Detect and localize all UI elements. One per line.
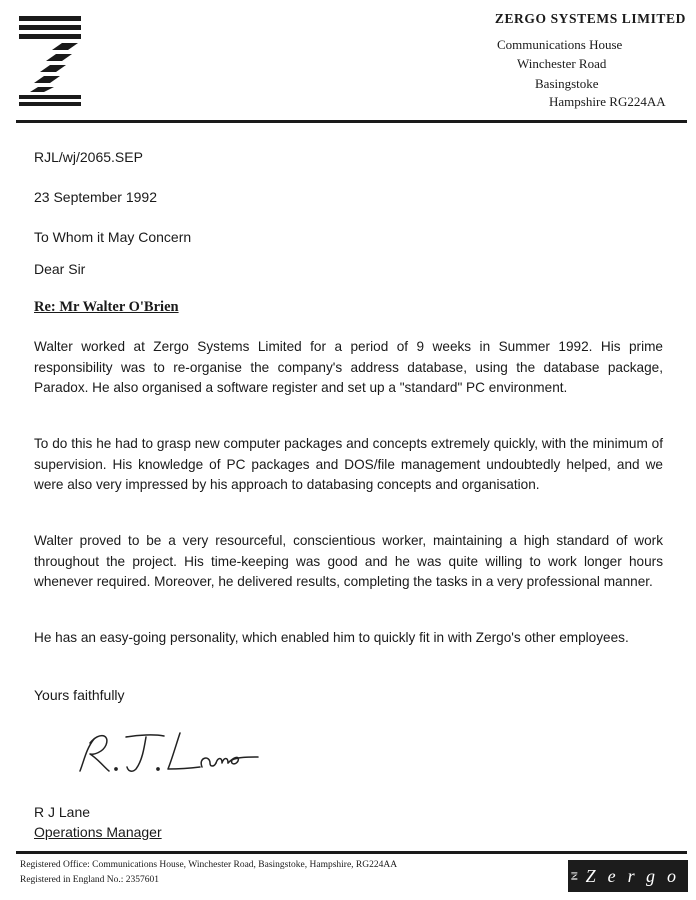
- signer-title: Operations Manager: [34, 824, 162, 840]
- registration-number: Registered in England No.: 2357601: [20, 875, 160, 885]
- address-line: Basingstoke: [535, 76, 599, 91]
- zergo-logo: [16, 16, 84, 110]
- handwritten-signature: [76, 727, 261, 779]
- closing: Yours faithfully: [34, 687, 125, 703]
- letter-date: 23 September 1992: [34, 189, 157, 205]
- address-line: Hampshire RG224AA: [549, 94, 666, 109]
- body-paragraph: Walter worked at Zergo Systems Limited for a period of 9 weeks in Summer 1992. His prime responsibility was to re-organise the company's address database, using the database package, Paradox. He also organised a software register and set up a "standard" PC environment.: [34, 339, 663, 395]
- footer-logo: [568, 860, 688, 892]
- address-line: Winchester Road: [517, 56, 607, 71]
- registered-office: Registered Office: Communications House, Winchester Road, Basingstoke, Hampshire, RG224AA: [20, 860, 398, 870]
- subject-line: Re: Mr Walter O'Brien: [34, 299, 179, 315]
- address-line: Communications House: [497, 37, 623, 52]
- company-name: ZERGO SYSTEMS LIMITED: [494, 11, 686, 26]
- body-paragraph: Walter proved to be a very resourceful, conscientious worker, maintaining a high standard of work throughout the project. His time-keeping was good and he was quite willing to work longer hours whenever required. Moreover, he delivered results, completing the tasks in a very professional manner.: [34, 533, 663, 589]
- signer-name: R J Lane: [34, 804, 91, 820]
- recipient: To Whom it May Concern: [34, 229, 192, 245]
- body-paragraph: He has an easy-going personality, which enabled him to quickly fit in with Zergo's other employees.: [34, 630, 629, 645]
- salutation: Dear Sir: [34, 261, 86, 277]
- reference-number: RJL/wj/2065.SEP: [34, 149, 143, 165]
- body-paragraph: To do this he had to grasp new computer packages and concepts extremely quickly, with the minimum of supervision. His knowledge of PC packages and DOS/file management undoubtedly helped, and we were also very impressed by his approach to databasing concepts and organisation.: [34, 436, 663, 492]
- footer-logo-word: Zergo: [585, 865, 688, 886]
- header-divider: [16, 120, 687, 123]
- zergo-mini-logo: [571, 863, 578, 889]
- footer-divider: [16, 851, 687, 854]
